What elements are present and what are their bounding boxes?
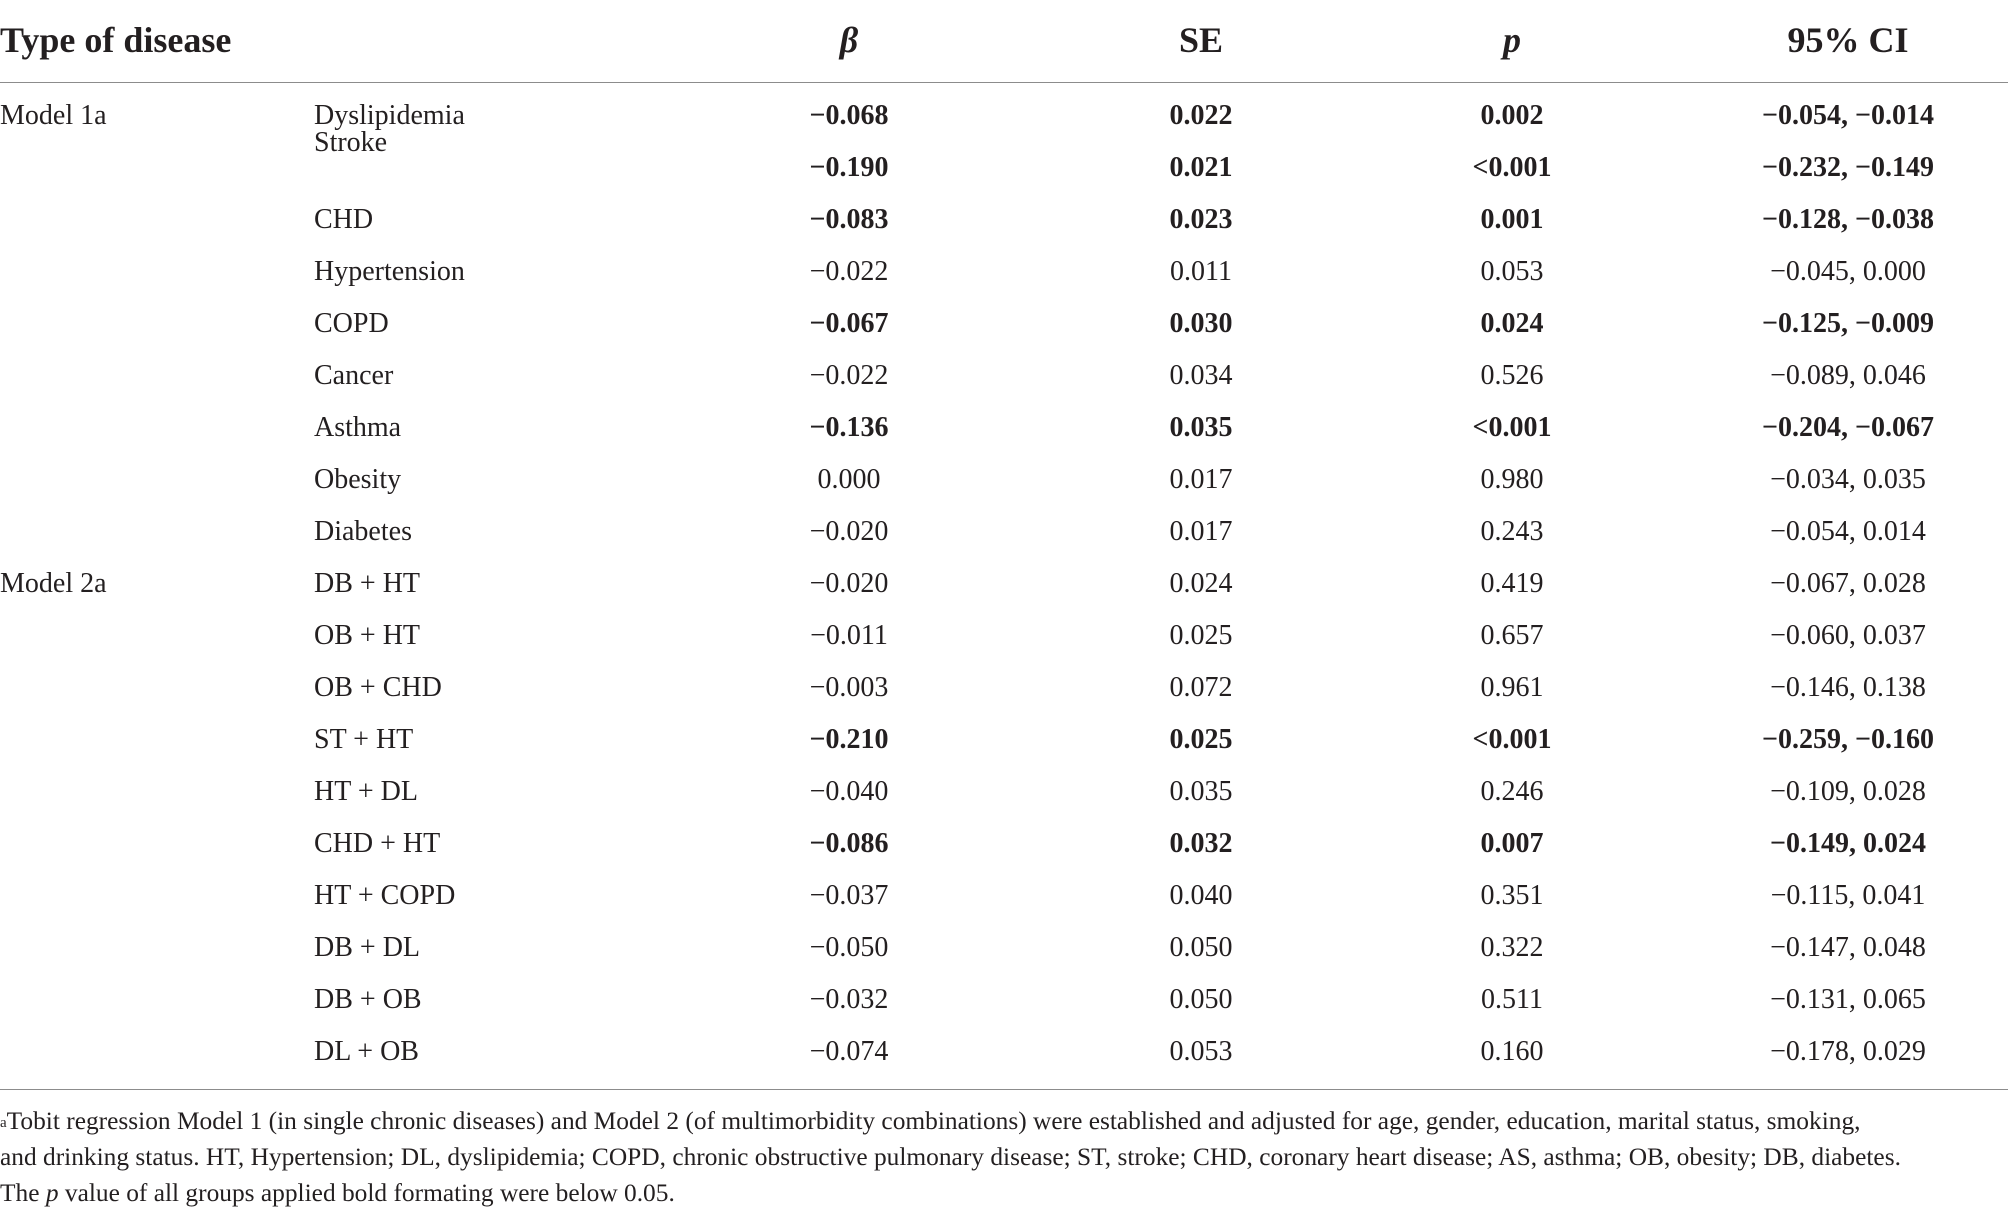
p-value-cell: 0.007 bbox=[1480, 828, 1544, 859]
ci-cell: −0.259, −0.160 bbox=[1762, 724, 1934, 755]
p-value-cell: 0.246 bbox=[1480, 776, 1544, 807]
disease-name-cell: DB + HT bbox=[314, 568, 421, 599]
table-footnote bbox=[0, 1103, 2008, 1211]
model-label-cell: Model 2a bbox=[0, 568, 107, 599]
p-value-cell: 0.322 bbox=[1480, 932, 1544, 963]
se-cell: 0.053 bbox=[1169, 1036, 1233, 1067]
ci-cell: −0.178, 0.029 bbox=[1770, 1036, 1926, 1067]
se-cell: 0.040 bbox=[1169, 880, 1233, 911]
beta-cell: −0.022 bbox=[809, 256, 889, 287]
disease-name-cell: DL + OB bbox=[314, 1036, 419, 1067]
disease-name-cell: Stroke bbox=[314, 127, 388, 158]
table-row bbox=[0, 818, 2008, 870]
table-row bbox=[0, 714, 2008, 766]
footnote-p-symbol: p bbox=[45, 1179, 59, 1207]
disease-name-cell: Asthma bbox=[314, 412, 402, 443]
se-cell: 0.035 bbox=[1169, 412, 1233, 443]
se-cell: 0.017 bbox=[1169, 464, 1233, 495]
table-row bbox=[0, 246, 2008, 298]
beta-cell: −0.210 bbox=[809, 724, 889, 755]
disease-name-cell: Cancer bbox=[314, 360, 394, 391]
p-value-cell: 0.001 bbox=[1480, 204, 1544, 235]
disease-name-cell: Dyslipidemia bbox=[314, 100, 465, 131]
ci-cell: −0.109, 0.028 bbox=[1770, 776, 1926, 807]
beta-cell: −0.068 bbox=[809, 100, 889, 131]
ci-cell: −0.147, 0.048 bbox=[1770, 932, 1926, 963]
disease-name-cell: CHD + HT bbox=[314, 828, 441, 859]
ci-cell: −0.045, 0.000 bbox=[1770, 256, 1926, 287]
p-value-cell: 0.024 bbox=[1480, 308, 1544, 339]
table-row bbox=[0, 350, 2008, 402]
header-p: p bbox=[1503, 20, 1521, 60]
beta-cell: −0.040 bbox=[809, 776, 889, 807]
se-cell: 0.023 bbox=[1169, 204, 1233, 235]
header-type-of-disease: Type of disease bbox=[0, 20, 232, 60]
table-row bbox=[0, 870, 2008, 922]
footnote-line-3: The p value of all groups applied bold formating were below 0.05. bbox=[0, 1179, 675, 1207]
beta-cell: −0.050 bbox=[809, 932, 889, 963]
se-cell: 0.030 bbox=[1169, 308, 1233, 339]
p-value-cell: 0.419 bbox=[1480, 568, 1544, 599]
p-value-cell: 0.160 bbox=[1480, 1036, 1544, 1067]
beta-cell: −0.086 bbox=[809, 828, 889, 859]
disease-name-cell: Obesity bbox=[314, 464, 402, 495]
se-cell: 0.011 bbox=[1170, 256, 1232, 287]
header-ci: 95% CI bbox=[1787, 20, 1909, 60]
se-cell: 0.025 bbox=[1169, 620, 1233, 651]
table-body bbox=[0, 90, 2008, 1082]
beta-cell: −0.020 bbox=[809, 516, 889, 547]
table-row bbox=[0, 506, 2008, 558]
footnote-marker: a bbox=[0, 1115, 7, 1131]
beta-cell: −0.190 bbox=[809, 152, 889, 183]
p-value-cell: <0.001 bbox=[1472, 724, 1552, 755]
se-cell: 0.024 bbox=[1169, 568, 1233, 599]
disease-name-cell: HT + COPD bbox=[314, 880, 456, 911]
se-cell: 0.025 bbox=[1169, 724, 1233, 755]
beta-cell: −0.022 bbox=[809, 360, 889, 391]
beta-cell: −0.003 bbox=[809, 672, 889, 703]
se-cell: 0.034 bbox=[1169, 360, 1233, 391]
disease-name-cell: Hypertension bbox=[314, 256, 465, 287]
header-se: SE bbox=[1178, 20, 1224, 60]
table-row bbox=[0, 974, 2008, 1026]
ci-cell: −0.146, 0.138 bbox=[1770, 672, 1926, 703]
table-row bbox=[0, 127, 2008, 194]
p-value-cell: 0.980 bbox=[1480, 464, 1544, 495]
disease-name-cell: CHD bbox=[314, 204, 374, 235]
table-row bbox=[0, 90, 2008, 142]
p-value-cell: 0.351 bbox=[1480, 880, 1544, 911]
se-cell: 0.022 bbox=[1169, 100, 1233, 131]
ci-cell: −0.128, −0.038 bbox=[1762, 204, 1934, 235]
disease-name-cell: HT + DL bbox=[314, 776, 418, 807]
ci-cell: −0.067, 0.028 bbox=[1770, 568, 1926, 599]
table-row bbox=[0, 610, 2008, 662]
ci-cell: −0.115, 0.041 bbox=[1770, 880, 1926, 911]
beta-cell: −0.074 bbox=[809, 1036, 889, 1067]
ci-cell: −0.125, −0.009 bbox=[1762, 308, 1934, 339]
se-cell: 0.050 bbox=[1169, 984, 1233, 1015]
footnote-line-2: and drinking status. HT, Hypertension; DL, dyslipidemia; COPD, chronic obstructive pulmonary disease; ST, stroke; CHD, coronary heart disease; AS, asthma; OB, obesity; DB, diabetes. bbox=[0, 1143, 1901, 1171]
ci-cell: −0.054, 0.014 bbox=[1770, 516, 1926, 547]
disease-name-cell: Diabetes bbox=[314, 516, 412, 547]
p-value-cell: 0.526 bbox=[1480, 360, 1544, 391]
ci-cell: −0.204, −0.067 bbox=[1762, 412, 1934, 443]
disease-name-cell: COPD bbox=[314, 308, 389, 339]
se-cell: 0.072 bbox=[1169, 672, 1233, 703]
p-value-cell: 0.961 bbox=[1480, 672, 1544, 703]
beta-cell: −0.037 bbox=[809, 880, 889, 911]
beta-cell: −0.083 bbox=[809, 204, 889, 235]
ci-cell: −0.232, −0.149 bbox=[1762, 152, 1934, 183]
model-label-cell: Model 1a bbox=[0, 100, 107, 131]
ci-cell: −0.060, 0.037 bbox=[1770, 620, 1926, 651]
ci-cell: −0.149, 0.024 bbox=[1770, 828, 1926, 859]
disease-name-cell: OB + CHD bbox=[314, 672, 442, 703]
table-row bbox=[0, 454, 2008, 506]
table-row bbox=[0, 558, 2008, 610]
disease-name-cell: OB + HT bbox=[314, 620, 421, 651]
ci-cell: −0.089, 0.046 bbox=[1770, 360, 1926, 391]
ci-cell: −0.034, 0.035 bbox=[1770, 464, 1926, 495]
beta-cell: −0.136 bbox=[809, 412, 889, 443]
header-beta: β bbox=[839, 20, 859, 60]
table-row bbox=[0, 194, 2008, 246]
se-cell: 0.035 bbox=[1169, 776, 1233, 807]
se-cell: 0.017 bbox=[1169, 516, 1233, 547]
table-row bbox=[0, 766, 2008, 818]
ci-cell: −0.131, 0.065 bbox=[1770, 984, 1926, 1015]
table-row bbox=[0, 1026, 2008, 1082]
table-row bbox=[0, 662, 2008, 714]
p-value-cell: <0.001 bbox=[1472, 412, 1552, 443]
table-row bbox=[0, 402, 2008, 454]
se-cell: 0.050 bbox=[1169, 932, 1233, 963]
beta-cell: −0.011 bbox=[810, 620, 888, 651]
beta-cell: −0.067 bbox=[809, 308, 889, 339]
table-row bbox=[0, 922, 2008, 974]
table-row bbox=[0, 298, 2008, 350]
se-cell: 0.021 bbox=[1169, 152, 1233, 183]
p-value-cell: 0.053 bbox=[1480, 256, 1544, 287]
beta-cell: −0.020 bbox=[809, 568, 889, 599]
p-value-cell: 0.002 bbox=[1480, 100, 1544, 131]
footnote-line-1: $^a$Tobit regression Model 1 (in single chronic diseases) and Model 2 (of multimorbidity combinations) were established and adjusted for age, gender, education, marital status, smoking, bbox=[0, 1107, 1861, 1135]
p-value-cell: <0.001 bbox=[1472, 152, 1552, 183]
table-bottom-rule bbox=[0, 1089, 2008, 1090]
p-value-cell: 0.243 bbox=[1480, 516, 1544, 547]
p-value-cell: 0.511 bbox=[1481, 984, 1543, 1015]
disease-name-cell: DB + DL bbox=[314, 932, 421, 963]
disease-name-cell: ST + HT bbox=[314, 724, 414, 755]
table-header-row bbox=[0, 0, 2008, 83]
ci-cell: −0.054, −0.014 bbox=[1762, 100, 1934, 131]
beta-cell: 0.000 bbox=[817, 464, 881, 495]
beta-cell: −0.032 bbox=[809, 984, 889, 1015]
se-cell: 0.032 bbox=[1169, 828, 1233, 859]
disease-name-cell: DB + OB bbox=[314, 984, 422, 1015]
p-value-cell: 0.657 bbox=[1480, 620, 1544, 651]
